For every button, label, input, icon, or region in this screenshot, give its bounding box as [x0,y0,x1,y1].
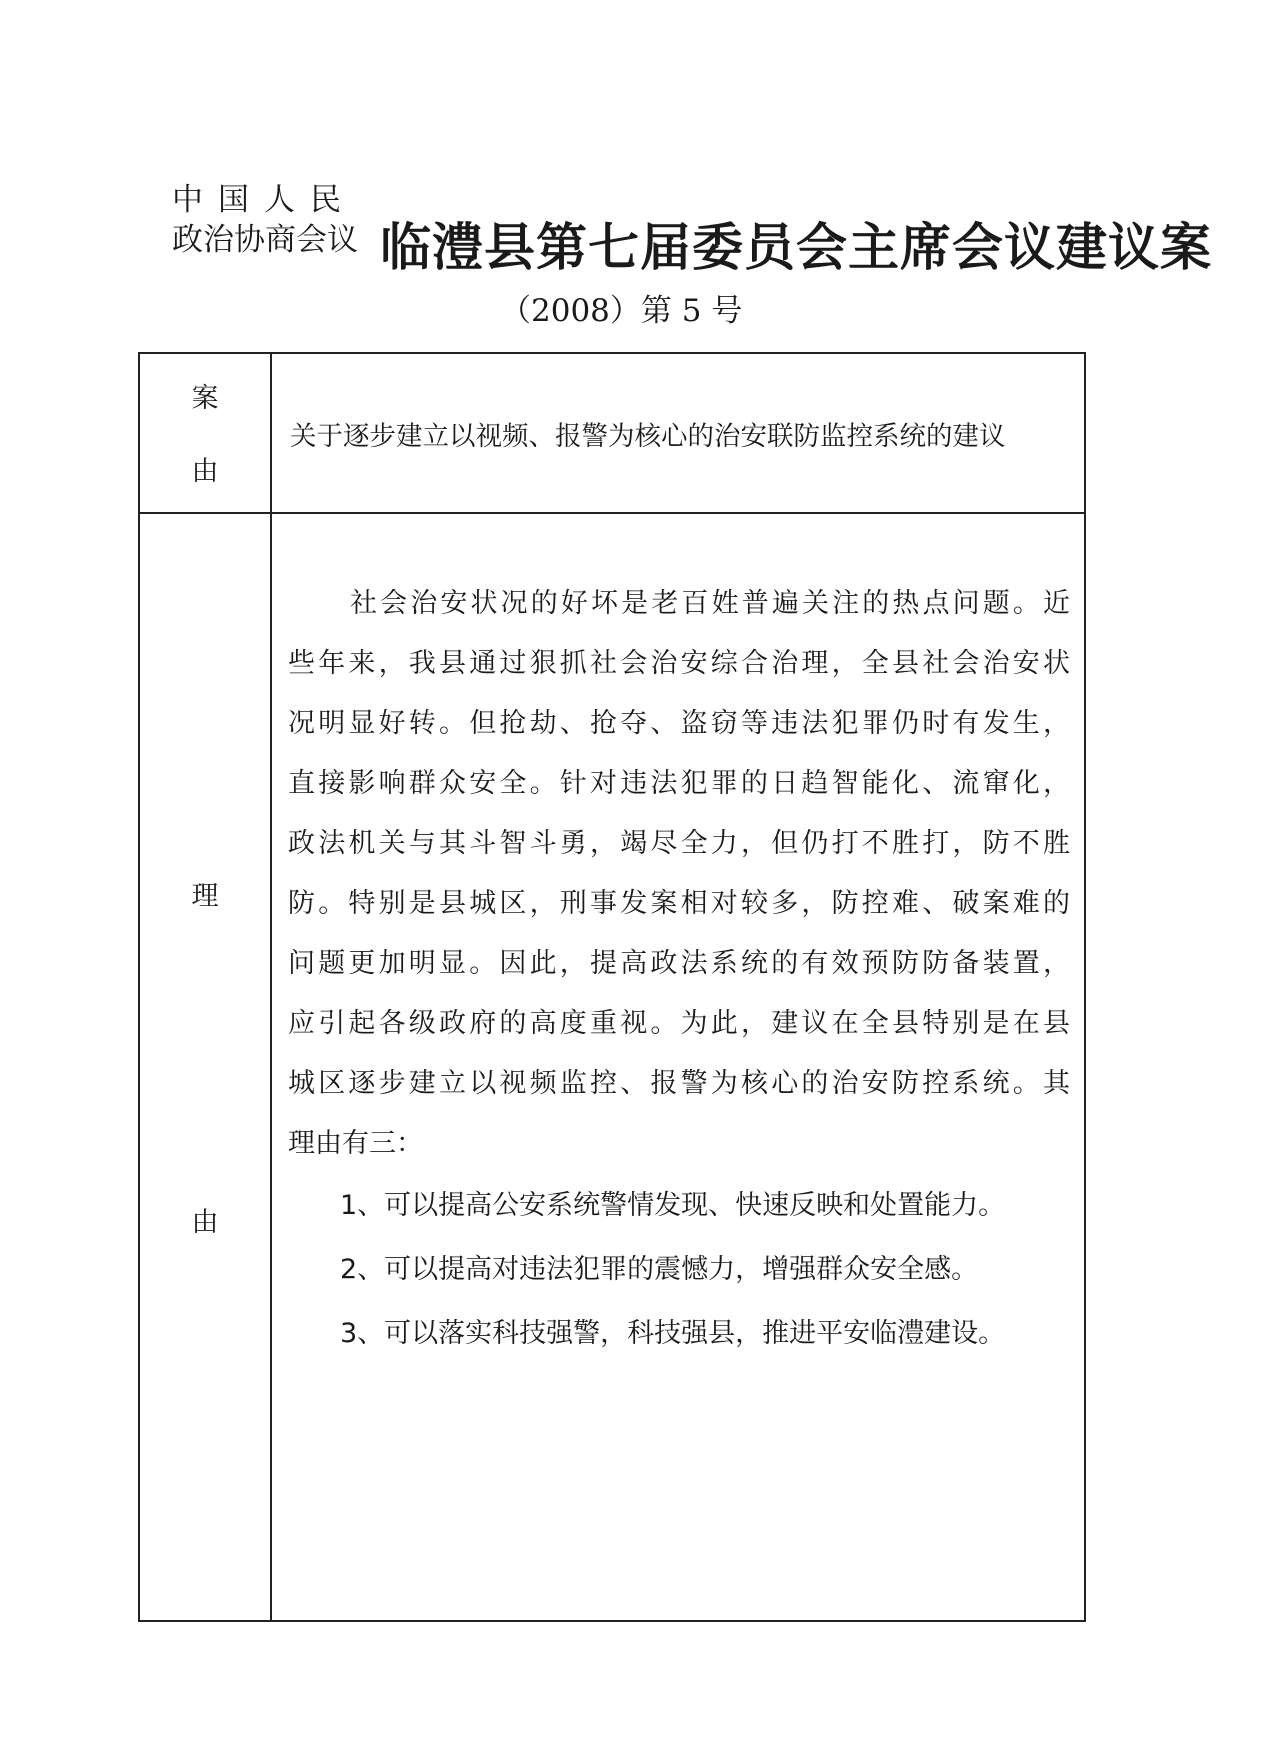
reason-line: 防。特别是县城区，刑事发案相对较多，防控难、破案难的 [288,888,1070,919]
reason-line: 况明显好转。但抢劫、抢夺、盗窃等违法犯罪仍时有发生， [288,708,1070,739]
reason-list-item: 3、可以落实科技强警，科技强县，推进平安临澧建设。 [340,1318,1006,1349]
reason-label-char-2: 由 [191,1207,219,1238]
reason-list-item: 2、可以提高对违法犯罪的震憾力，增强群众安全感。 [340,1254,979,1285]
document-title: 临澧县第七届委员会主席会议建议案 [380,219,1213,278]
reason-line: 问题更加明显。因此，提高政法系统的有效预防防备装置， [288,948,1070,979]
reason-line: 直接影响群众安全。针对违法犯罪的日趋智能化、流窜化， [288,768,1070,799]
reason-paragraph [288,574,1070,1174]
subject-label-char-2: 由 [191,456,219,487]
reason-list-item: 1、可以提高公安系统警情发现、快速反映和处置能力。 [340,1190,1006,1221]
document-number: （2008）第 5 号 [500,293,743,329]
reason-line: 政法机关与其斗智斗勇，竭尽全力，但仍打不胜打，防不胜 [288,828,1070,859]
reason-label-char-1: 理 [191,881,219,912]
organization-name-line2: 政治协商会议 [172,222,358,258]
label-column-divider [270,354,272,1620]
reason-line: 城区逐步建立以视频监控、报警为核心的治安防控系统。其 [288,1068,1070,1099]
organization-name [172,180,372,260]
proposal-form-table [138,352,1086,1622]
subject-text: 关于逐步建立以视频、报警为核心的治安联防监控系统的建议 [290,421,1006,452]
reason-line: 社会治安状况的好坏是老百姓普遍关注的热点问题。近 [350,588,1070,619]
reason-line: 应引起各级政府的高度重视。为此，建议在全县特别是在县 [288,1008,1070,1039]
row-divider [140,512,1084,514]
reason-line: 些年来，我县通过狠抓社会治安综合治理，全县社会治安状 [288,648,1070,679]
reason-line: 理由有三： [288,1128,423,1159]
organization-name-line1: 中国人民 [172,182,356,218]
subject-label-char-1: 案 [191,383,219,414]
reason-list [340,1174,1080,1366]
